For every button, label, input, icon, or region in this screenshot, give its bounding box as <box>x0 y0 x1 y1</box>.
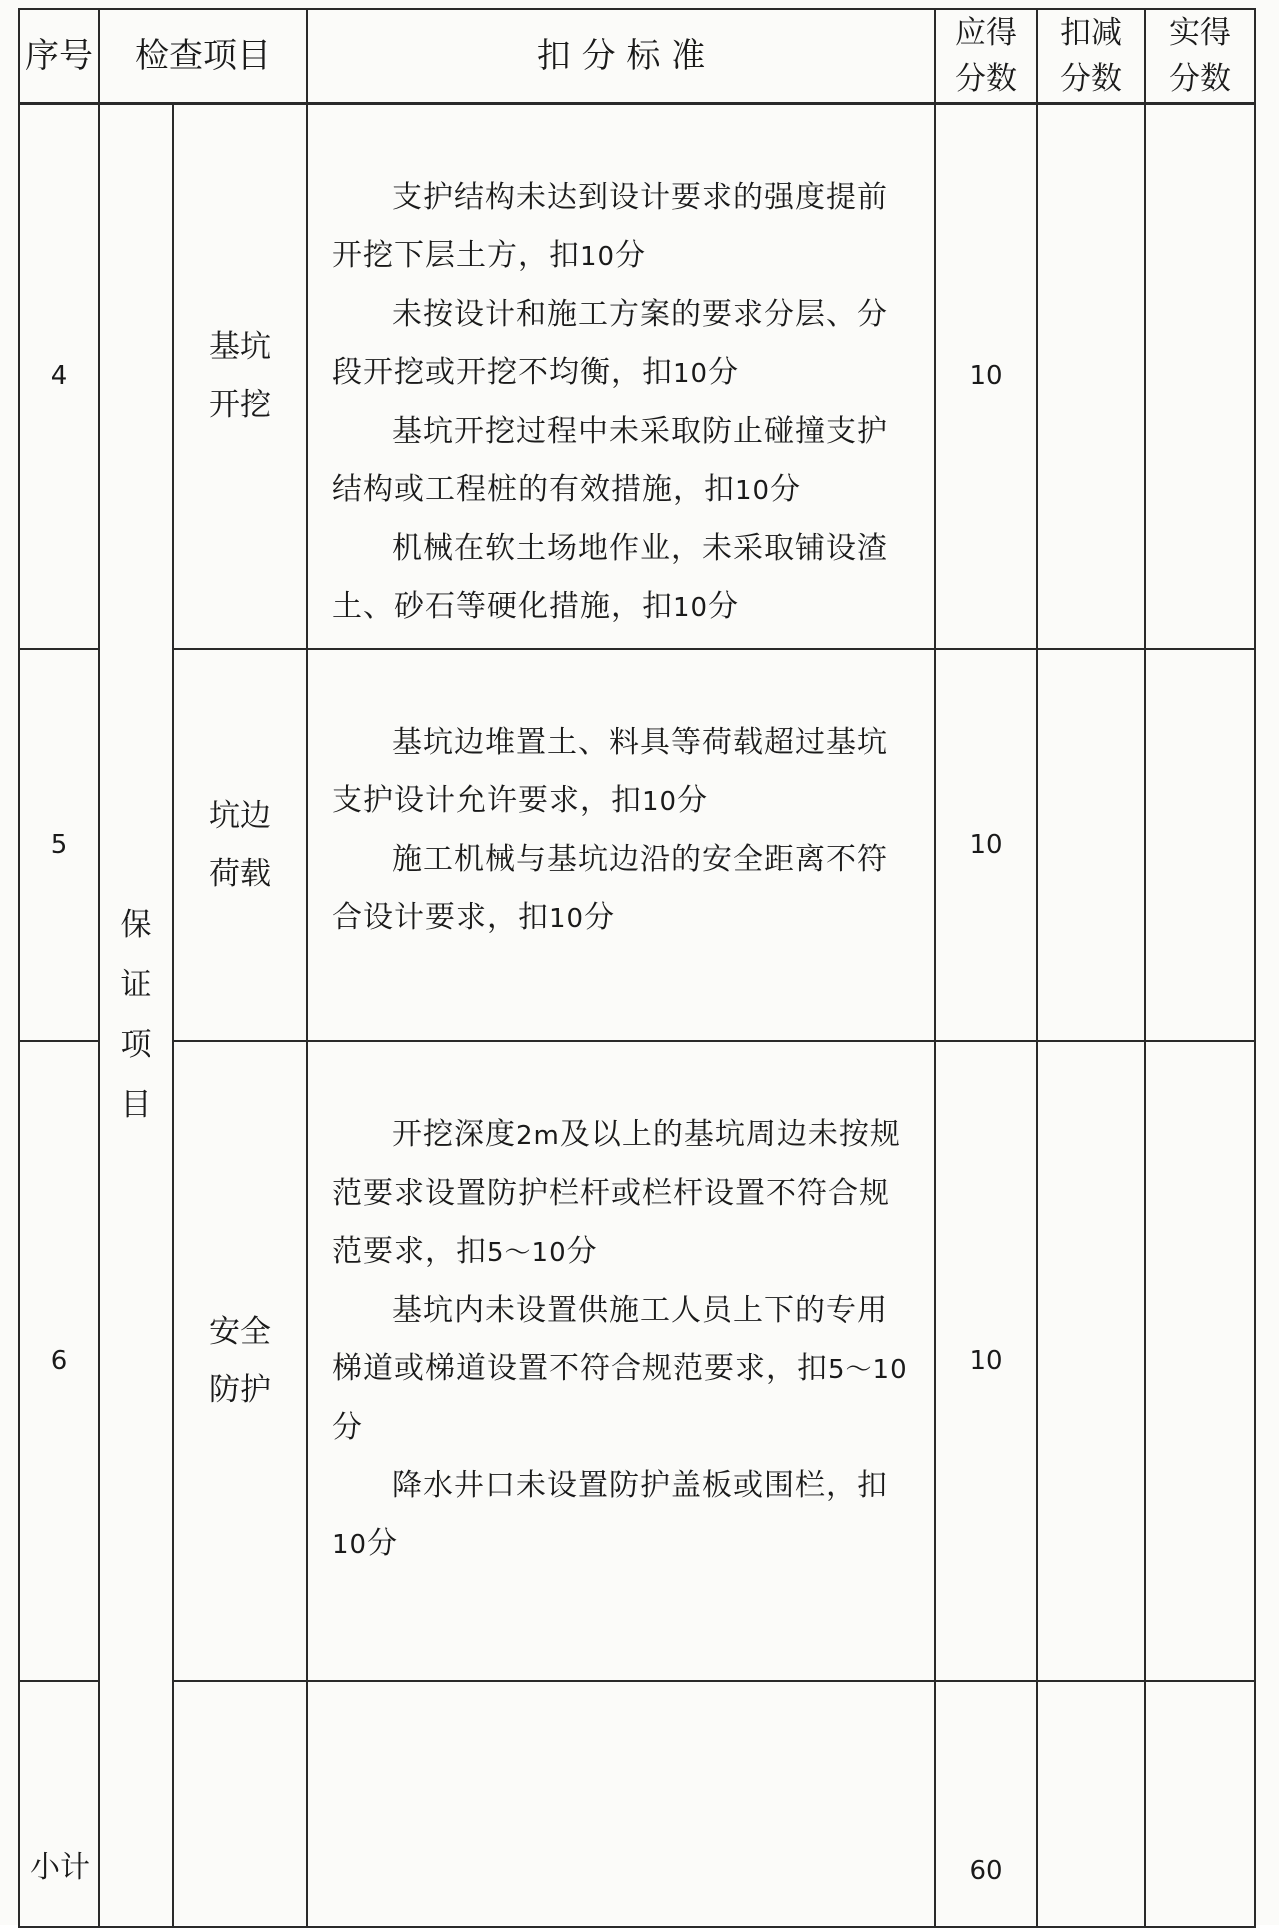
row-seq: 6 <box>19 1041 99 1681</box>
subtotal-label: 小计 <box>19 1681 99 1927</box>
standard-line: 降水井口未设置防护盖板或围栏，扣10分 <box>332 1467 888 1561</box>
row-deduct-score[interactable] <box>1037 1041 1145 1681</box>
header-actual-score <box>1145 9 1255 104</box>
table-row <box>19 104 1255 649</box>
subtotal-item-cell <box>173 1681 307 1927</box>
row-due-score: 10 <box>935 649 1037 1041</box>
header-deduction-standard: 扣 分 标 准 <box>307 9 935 104</box>
subtotal-due-score: 60 <box>935 1681 1037 1927</box>
category-label: 保 证 项 目 <box>120 907 152 1124</box>
standard-line: 基坑开挖过程中未采取防止碰撞支护结构或工程桩的有效措施，扣10分 <box>332 414 888 507</box>
row-actual-score[interactable] <box>1145 1041 1255 1681</box>
row-standard <box>307 1041 935 1681</box>
header-check-item: 检查项目 <box>99 9 307 104</box>
standard-line: 机械在软土场地作业，未采取铺设渣土、砂石等硬化措施，扣10分 <box>332 531 888 624</box>
table-header-row <box>19 9 1255 104</box>
deduction-table <box>18 8 1256 1928</box>
standard-line: 施工机械与基坑边沿的安全距离不符合设计要求，扣10分 <box>332 841 888 935</box>
standard-line: 支护结构未达到设计要求的强度提前开挖下层土方，扣10分 <box>332 180 888 273</box>
header-actual-line1: 实得 <box>1169 15 1231 51</box>
standard-line: 开挖深度2m及以上的基坑周边未按规范要求设置防护栏杆或栏杆设置不符合规范要求，扣5～10分 <box>332 1116 901 1269</box>
standard-line: 基坑内未设置供施工人员上下的专用梯道或梯道设置不符合规范要求，扣5～10分 <box>332 1292 908 1445</box>
subtotal-actual-score[interactable] <box>1145 1681 1255 1927</box>
row-due-score: 10 <box>935 1041 1037 1681</box>
header-deduct-score <box>1037 9 1145 104</box>
subtotal-standard-cell <box>307 1681 935 1927</box>
subtotal-row <box>19 1681 1255 1927</box>
header-actual-line2: 分数 <box>1169 61 1231 97</box>
row-seq: 5 <box>19 649 99 1041</box>
row-seq: 4 <box>19 104 99 649</box>
row-item: 基坑 开挖 <box>173 104 307 649</box>
row-actual-score[interactable] <box>1145 649 1255 1041</box>
header-due-score <box>935 9 1037 104</box>
subtotal-deduct-score[interactable] <box>1037 1681 1145 1927</box>
header-deduct-line2: 分数 <box>1060 61 1122 97</box>
row-item: 安全 防护 <box>173 1041 307 1681</box>
row-actual-score[interactable] <box>1145 104 1255 649</box>
table-row <box>19 1041 1255 1681</box>
table-row <box>19 649 1255 1041</box>
row-standard <box>307 104 935 649</box>
category-cell <box>99 104 173 1927</box>
row-deduct-score[interactable] <box>1037 104 1145 649</box>
standard-line: 未按设计和施工方案的要求分层、分段开挖或开挖不均衡，扣10分 <box>332 297 888 390</box>
header-seq: 序号 <box>19 9 99 104</box>
header-deduct-line1: 扣减 <box>1060 15 1122 51</box>
standard-line: 基坑边堆置土、料具等荷载超过基坑支护设计允许要求，扣10分 <box>332 724 888 818</box>
header-due-line1: 应得 <box>955 15 1017 51</box>
row-standard <box>307 649 935 1041</box>
row-deduct-score[interactable] <box>1037 649 1145 1041</box>
row-due-score: 10 <box>935 104 1037 649</box>
row-item: 坑边 荷载 <box>173 649 307 1041</box>
header-due-line2: 分数 <box>955 61 1017 97</box>
